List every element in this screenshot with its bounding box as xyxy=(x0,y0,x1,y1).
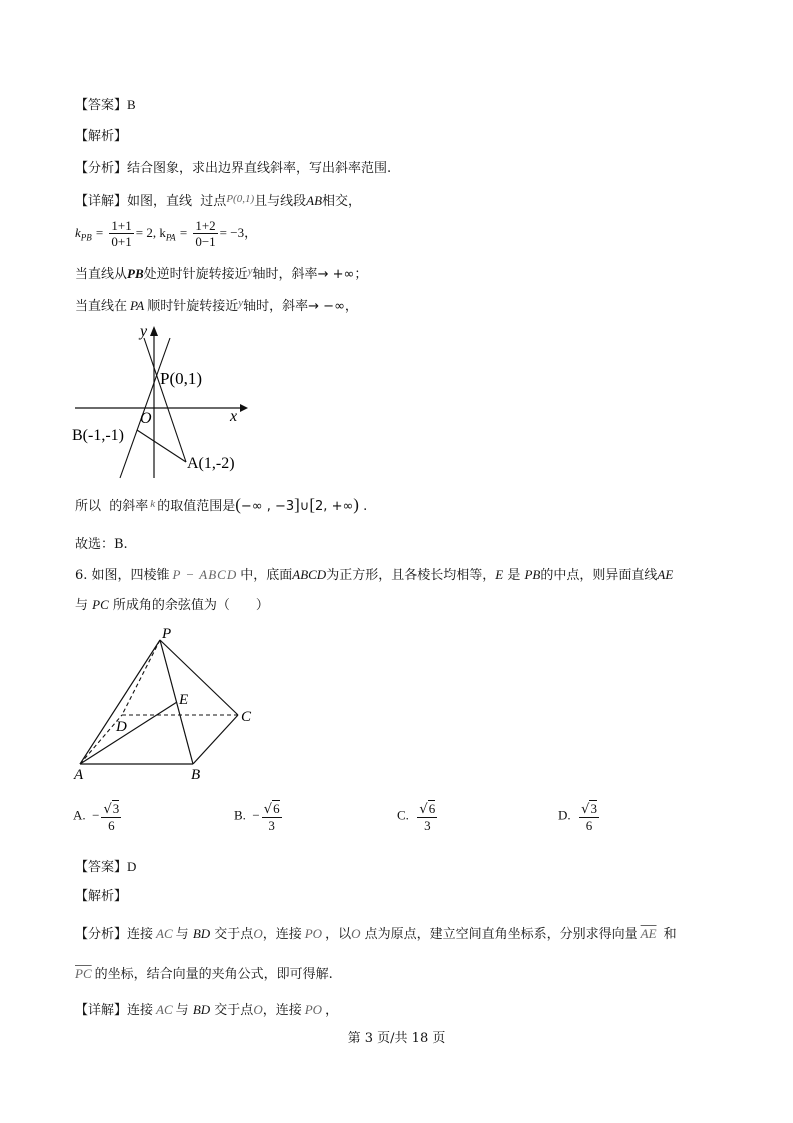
text: 交于点 xyxy=(214,927,254,942)
segment-ac: AC xyxy=(156,926,173,941)
segment-bd: BD xyxy=(192,926,211,941)
y-axis-arrow xyxy=(150,326,158,336)
arrow-pos-inf: → +∞ xyxy=(317,267,355,282)
detail-text: 相交， xyxy=(322,194,362,209)
equation-text: = −3， xyxy=(219,225,258,240)
text: 点为原点，建立空间直角坐标系，分别求得向量 xyxy=(364,927,638,942)
fraction: $\frac{√3}{6}$ xyxy=(581,801,597,833)
answer-line xyxy=(75,96,136,115)
detail-text: 过点 xyxy=(200,194,227,209)
text: ，连接 xyxy=(262,1003,302,1018)
frac-den: 6 xyxy=(108,818,115,833)
y-axis-label: y xyxy=(140,323,148,340)
choice-label: B. xyxy=(234,807,246,823)
point-p: P(0,1) xyxy=(226,193,255,205)
choice-a[interactable] xyxy=(73,800,123,833)
frac-den: 3 xyxy=(268,818,275,833)
pyramid-name: P − ABCD xyxy=(172,567,238,582)
fraction xyxy=(193,218,217,249)
base-name: ABCD xyxy=(292,567,327,582)
analysis-label: 【解析】 xyxy=(75,129,128,144)
edge-pd xyxy=(122,640,160,715)
slope-equation: $k_{PB}$ = $\frac{1+1}{0+1}$ = 2, $k_{PA}$ = $\frac{1+2}{0-1}$ = −3， xyxy=(75,218,258,249)
text: 的中点，则异面直线 xyxy=(540,568,658,583)
k-subscript: PA xyxy=(165,232,176,243)
fraction: $\frac{√6}{3}$ xyxy=(419,801,436,833)
text: 的坐标，结合向量的夹角公式，即可得解. xyxy=(94,967,333,982)
point-o: O xyxy=(351,926,361,941)
choose-line: 故选：B. xyxy=(75,537,128,552)
segment-ab: AB xyxy=(306,193,323,208)
frac-den: 6 xyxy=(585,818,593,833)
edge-pc xyxy=(160,640,238,715)
y-var: y xyxy=(247,265,253,277)
q6-analysis-label: 【解析】 xyxy=(75,889,128,904)
minus-sign: − xyxy=(252,807,260,823)
origin-label: O xyxy=(140,410,152,427)
vertex-d-label: D xyxy=(116,719,127,735)
rotation-line-2 xyxy=(75,294,358,316)
line-pa: PA xyxy=(130,298,145,313)
text: 处逆时针旋转接近 xyxy=(143,267,248,282)
minus-sign: − xyxy=(92,807,100,823)
k-var: k xyxy=(150,498,156,510)
text: 所以 xyxy=(75,499,102,514)
text: . xyxy=(363,499,368,514)
arrow-neg-inf: → −∞ xyxy=(308,299,345,314)
segment-po: PO xyxy=(304,1002,323,1017)
union-symbol: ∪ xyxy=(299,499,310,514)
text: 和 xyxy=(663,927,677,942)
vertex-c-label: C xyxy=(241,709,252,725)
text: 的取值范围是 xyxy=(157,499,236,514)
text: 为正方形，且各棱长均相等， xyxy=(326,568,496,583)
text: 与 xyxy=(175,927,189,942)
x-axis-label: x xyxy=(230,408,238,425)
choice-b[interactable] xyxy=(234,800,284,833)
pyramid-figure xyxy=(70,622,270,782)
q6-answer-line xyxy=(75,858,136,877)
point-a-label: A(1,-2) xyxy=(187,455,235,472)
text: 顺时针旋转接近 xyxy=(147,299,239,314)
vertex-b-label: B xyxy=(191,767,201,782)
choice-label: C. xyxy=(397,807,409,823)
vector-ae: $\overline{AE}$ xyxy=(640,926,657,941)
text: 当直线从 xyxy=(75,267,128,282)
text: 中，底面 xyxy=(240,568,293,583)
edge-pc: PC xyxy=(92,597,109,612)
range-left: −∞ , −3 xyxy=(240,499,295,514)
line-pb: PB xyxy=(127,266,144,281)
choice-label: D. xyxy=(558,807,571,823)
line-ae: AE xyxy=(657,567,674,582)
point-b-label: B(-1,-1) xyxy=(72,427,124,444)
vertex-a-label: A xyxy=(74,767,84,782)
point-e: E xyxy=(495,567,504,582)
segment-ae xyxy=(80,702,177,764)
choice-label: A. xyxy=(73,807,86,823)
line-through-a xyxy=(144,338,186,462)
fenxi-label: 【分析】 xyxy=(75,927,128,942)
text: 所成角的余弦值为（ ） xyxy=(112,598,269,613)
vertex-p-label: P xyxy=(162,626,172,642)
x-axis-arrow xyxy=(240,404,248,412)
range-right: 2, +∞ xyxy=(315,499,354,514)
segment-po: PO xyxy=(304,926,323,941)
frac-num: 1+1 xyxy=(111,218,132,233)
segment-bd: BD xyxy=(192,1002,211,1017)
edge-bc xyxy=(193,715,238,764)
text: 当直线在 xyxy=(75,299,128,314)
segment-ac: AC xyxy=(156,1002,173,1017)
answer-value: B xyxy=(127,97,136,112)
answer-value: D xyxy=(127,859,137,874)
text: 轴时，斜率 xyxy=(252,267,318,282)
text: 6. 如图，四棱锥 xyxy=(75,568,170,583)
point-o: O xyxy=(253,1002,263,1017)
k-subscript: PB xyxy=(80,232,92,243)
text: 与 xyxy=(75,598,89,613)
q6-fenxi-line-2 xyxy=(75,965,333,984)
page-footer: 第 3 页/共 18 页 xyxy=(347,1031,446,1046)
frac-num: 1+2 xyxy=(195,218,216,233)
point-p-label: P(0,1) xyxy=(160,369,203,388)
fraction: $\frac{√3}{6}$ xyxy=(103,801,120,833)
equation-text: = 2, k xyxy=(135,225,166,240)
text: 是 xyxy=(507,568,521,583)
text: 与 xyxy=(175,1003,189,1018)
frac-den: 0−1 xyxy=(195,234,216,249)
conclusion-line: 所以 的斜率 $^k$ 的取值范围是(−∞ , −3]∪[2, +∞) . xyxy=(75,495,368,514)
q6-detail-line xyxy=(75,1001,338,1020)
text: ， xyxy=(325,1003,339,1018)
detail-text: 如图，直线 xyxy=(127,194,193,209)
fraction: $\frac{√6}{3}$ xyxy=(263,801,280,833)
text: 轴时，斜率 xyxy=(243,299,309,314)
segment-ab xyxy=(137,430,186,462)
point-e-label: E xyxy=(179,692,189,708)
text: ， xyxy=(344,299,358,314)
fenxi-text: 结合图象，求出边界直线斜率，写出斜率范围. xyxy=(127,161,392,176)
xiangjie-label: 【详解】 xyxy=(75,194,128,209)
detail-text: 且与线段 xyxy=(254,194,307,209)
text: 连接 xyxy=(127,1003,154,1018)
answer-label: 【答案】 xyxy=(75,860,128,875)
choice-d[interactable] xyxy=(558,800,601,833)
y-var: y xyxy=(238,297,244,309)
answer-label: 【答案】 xyxy=(75,98,128,113)
rotation-line-1 xyxy=(75,262,367,284)
frac-den: 3 xyxy=(424,818,431,833)
text: 交于点 xyxy=(214,1003,254,1018)
fraction xyxy=(109,218,133,249)
text: 的斜率 xyxy=(109,499,149,514)
fenxi-label: 【分析】 xyxy=(75,161,128,176)
text: ，以 xyxy=(325,927,352,942)
coordinate-graph xyxy=(70,320,260,485)
text: ，连接 xyxy=(262,927,302,942)
edge-pb: PB xyxy=(524,567,541,582)
detail-line-1 xyxy=(75,190,361,211)
fenxi-line xyxy=(75,160,391,178)
edge-pa xyxy=(80,640,160,764)
sqrt-value: 6 xyxy=(273,801,280,816)
sqrt-value: 3 xyxy=(590,801,597,816)
frac-den: 0+1 xyxy=(111,234,132,249)
choice-c[interactable] xyxy=(397,800,439,833)
xiangjie-label: 【详解】 xyxy=(75,1003,128,1018)
q6-fenxi-line-1 xyxy=(75,925,677,944)
sqrt-value: 3 xyxy=(112,801,120,816)
vector-pc: $\overline{PC}$ xyxy=(75,966,92,981)
sqrt-value: 6 xyxy=(428,801,436,816)
text: 连接 xyxy=(127,927,154,942)
q6-stem-line-1 xyxy=(75,566,673,585)
text: ； xyxy=(354,267,368,282)
q6-stem-line-2 xyxy=(75,596,269,615)
k-symbol: k xyxy=(75,225,81,240)
point-o: O xyxy=(253,926,263,941)
